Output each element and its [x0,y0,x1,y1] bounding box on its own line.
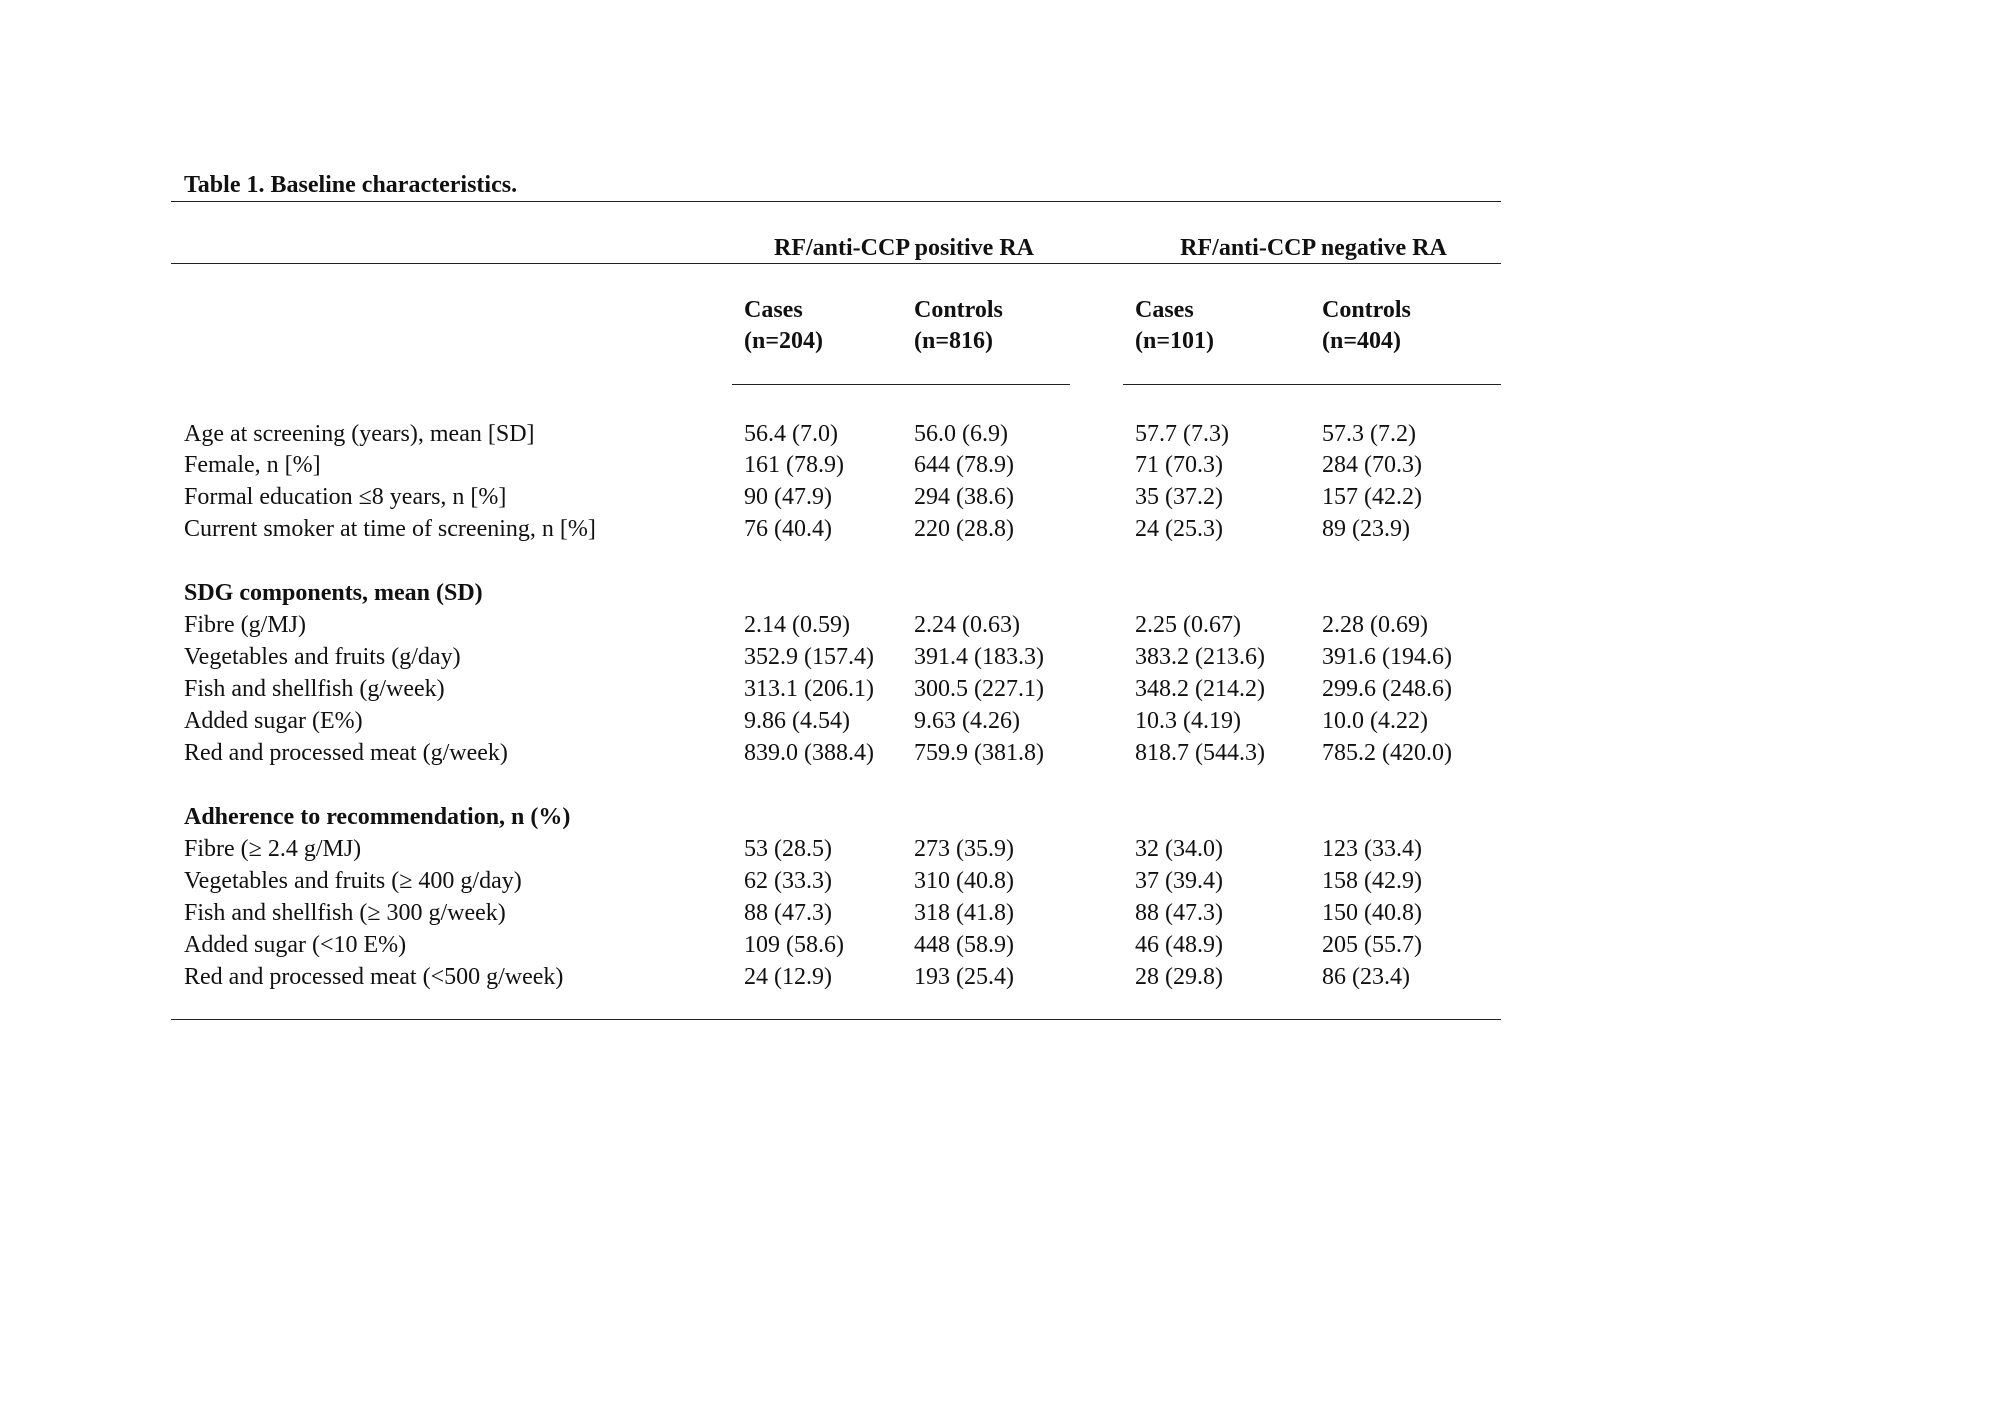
column-header-name: Cases [744,297,803,323]
cell-negative-controls: 299.6 (248.6) [1322,676,1452,702]
section-heading-row [0,577,2000,609]
row-label: Age at screening (years), mean [SD] [184,421,535,447]
cell-negative-controls: 785.2 (420.0) [1322,740,1452,766]
cell-negative-controls: 89 (23.9) [1322,516,1410,542]
cell-negative-controls: 150 (40.8) [1322,900,1422,926]
section-title-sdg: SDG components, mean (SD) [184,580,483,606]
cell-negative-cases: 71 (70.3) [1135,452,1223,478]
bottom-rule [171,1019,1501,1020]
group-header-negative: RF/anti-CCP negative RA [1180,235,1447,261]
table-row [0,673,2000,705]
cell-positive-cases: 161 (78.9) [744,452,844,478]
table-row [0,481,2000,513]
row-label: Female, n [%] [184,452,321,478]
cell-positive-controls: 220 (28.8) [914,516,1014,542]
cell-negative-controls: 57.3 (7.2) [1322,421,1416,447]
column-header-n: (n=101) [1135,328,1215,354]
row-label: Current smoker at time of screening, n [%] [184,516,596,542]
cell-negative-controls: 10.0 (4.22) [1322,708,1428,734]
section-title-adherence: Adherence to recommendation, n (%) [184,804,571,830]
cell-positive-cases: 2.14 (0.59) [744,612,850,638]
cell-negative-controls: 2.28 (0.69) [1322,612,1428,638]
column-header-negative-controls [1322,295,1411,357]
cell-negative-cases: 2.25 (0.67) [1135,612,1241,638]
cell-positive-controls: 300.5 (227.1) [914,676,1044,702]
table-row [0,705,2000,737]
table-row [0,737,2000,769]
row-label: Fibre (≥ 2.4 g/MJ) [184,836,362,862]
cell-positive-cases: 109 (58.6) [744,932,844,958]
cell-positive-cases: 62 (33.3) [744,868,832,894]
row-label: Red and processed meat (g/week) [184,740,508,766]
table-row [0,961,2000,993]
column-header-positive-controls [914,295,1003,357]
cell-negative-cases: 28 (29.8) [1135,964,1223,990]
cell-negative-cases: 24 (25.3) [1135,516,1223,542]
row-label: Vegetables and fruits (g/day) [184,644,461,670]
cell-positive-controls: 644 (78.9) [914,452,1014,478]
row-label: Added sugar (E%) [184,708,363,734]
cell-negative-controls: 86 (23.4) [1322,964,1410,990]
cell-positive-cases: 313.1 (206.1) [744,676,874,702]
row-label: Formal education ≤8 years, n [%] [184,484,507,510]
row-label: Fish and shellfish (g/week) [184,676,445,702]
column-header-name: Cases [1135,297,1194,323]
column-header-rule-negative [1123,384,1501,385]
cell-negative-cases: 10.3 (4.19) [1135,708,1241,734]
table-row [0,609,2000,641]
cell-negative-cases: 46 (48.9) [1135,932,1223,958]
cell-negative-cases: 818.7 (544.3) [1135,740,1265,766]
cell-positive-controls: 391.4 (183.3) [914,644,1044,670]
cell-positive-controls: 759.9 (381.8) [914,740,1044,766]
cell-positive-cases: 24 (12.9) [744,964,832,990]
row-label: Red and processed meat (<500 g/week) [184,964,564,990]
column-header-n: (n=816) [914,328,994,354]
table-caption: Table 1. Baseline characteristics. [184,172,518,198]
cell-negative-controls: 157 (42.2) [1322,484,1422,510]
table-row [0,418,2000,450]
cell-negative-controls: 284 (70.3) [1322,452,1422,478]
cell-negative-cases: 348.2 (214.2) [1135,676,1265,702]
column-header-negative-cases [1135,295,1214,357]
group-header-rule [171,263,1501,264]
cell-negative-controls: 158 (42.9) [1322,868,1422,894]
table-row [0,833,2000,865]
cell-negative-controls: 391.6 (194.6) [1322,644,1452,670]
cell-negative-cases: 88 (47.3) [1135,900,1223,926]
table-row [0,641,2000,673]
section-heading-row [0,801,2000,833]
cell-positive-cases: 9.86 (4.54) [744,708,850,734]
column-header-positive-cases [744,295,823,357]
cell-positive-controls: 273 (35.9) [914,836,1014,862]
column-header-rule-positive [732,384,1070,385]
cell-positive-cases: 90 (47.9) [744,484,832,510]
column-header-n: (n=204) [744,328,824,354]
top-rule [171,201,1501,202]
cell-positive-cases: 88 (47.3) [744,900,832,926]
column-header-name: Controls [1322,297,1411,323]
cell-positive-controls: 318 (41.8) [914,900,1014,926]
cell-positive-controls: 56.0 (6.9) [914,421,1008,447]
cell-negative-cases: 37 (39.4) [1135,868,1223,894]
cell-negative-controls: 205 (55.7) [1322,932,1422,958]
row-label: Vegetables and fruits (≥ 400 g/day) [184,868,522,894]
cell-negative-cases: 32 (34.0) [1135,836,1223,862]
cell-positive-cases: 76 (40.4) [744,516,832,542]
cell-negative-cases: 57.7 (7.3) [1135,421,1229,447]
cell-positive-controls: 2.24 (0.63) [914,612,1020,638]
column-header-name: Controls [914,297,1003,323]
table-row [0,929,2000,961]
row-label: Added sugar (<10 E%) [184,932,407,958]
row-label: Fish and shellfish (≥ 300 g/week) [184,900,506,926]
cell-positive-cases: 56.4 (7.0) [744,421,838,447]
table-row [0,897,2000,929]
group-header-positive: RF/anti-CCP positive RA [774,235,1034,261]
table-row [0,865,2000,897]
cell-positive-controls: 310 (40.8) [914,868,1014,894]
cell-positive-controls: 193 (25.4) [914,964,1014,990]
row-label: Fibre (g/MJ) [184,612,306,638]
table-row [0,513,2000,545]
cell-negative-cases: 35 (37.2) [1135,484,1223,510]
cell-positive-cases: 53 (28.5) [744,836,832,862]
cell-positive-controls: 9.63 (4.26) [914,708,1020,734]
cell-positive-controls: 448 (58.9) [914,932,1014,958]
table-row [0,449,2000,481]
cell-negative-controls: 123 (33.4) [1322,836,1422,862]
cell-positive-controls: 294 (38.6) [914,484,1014,510]
cell-positive-cases: 839.0 (388.4) [744,740,874,766]
cell-negative-cases: 383.2 (213.6) [1135,644,1265,670]
column-header-n: (n=404) [1322,328,1402,354]
cell-positive-cases: 352.9 (157.4) [744,644,874,670]
